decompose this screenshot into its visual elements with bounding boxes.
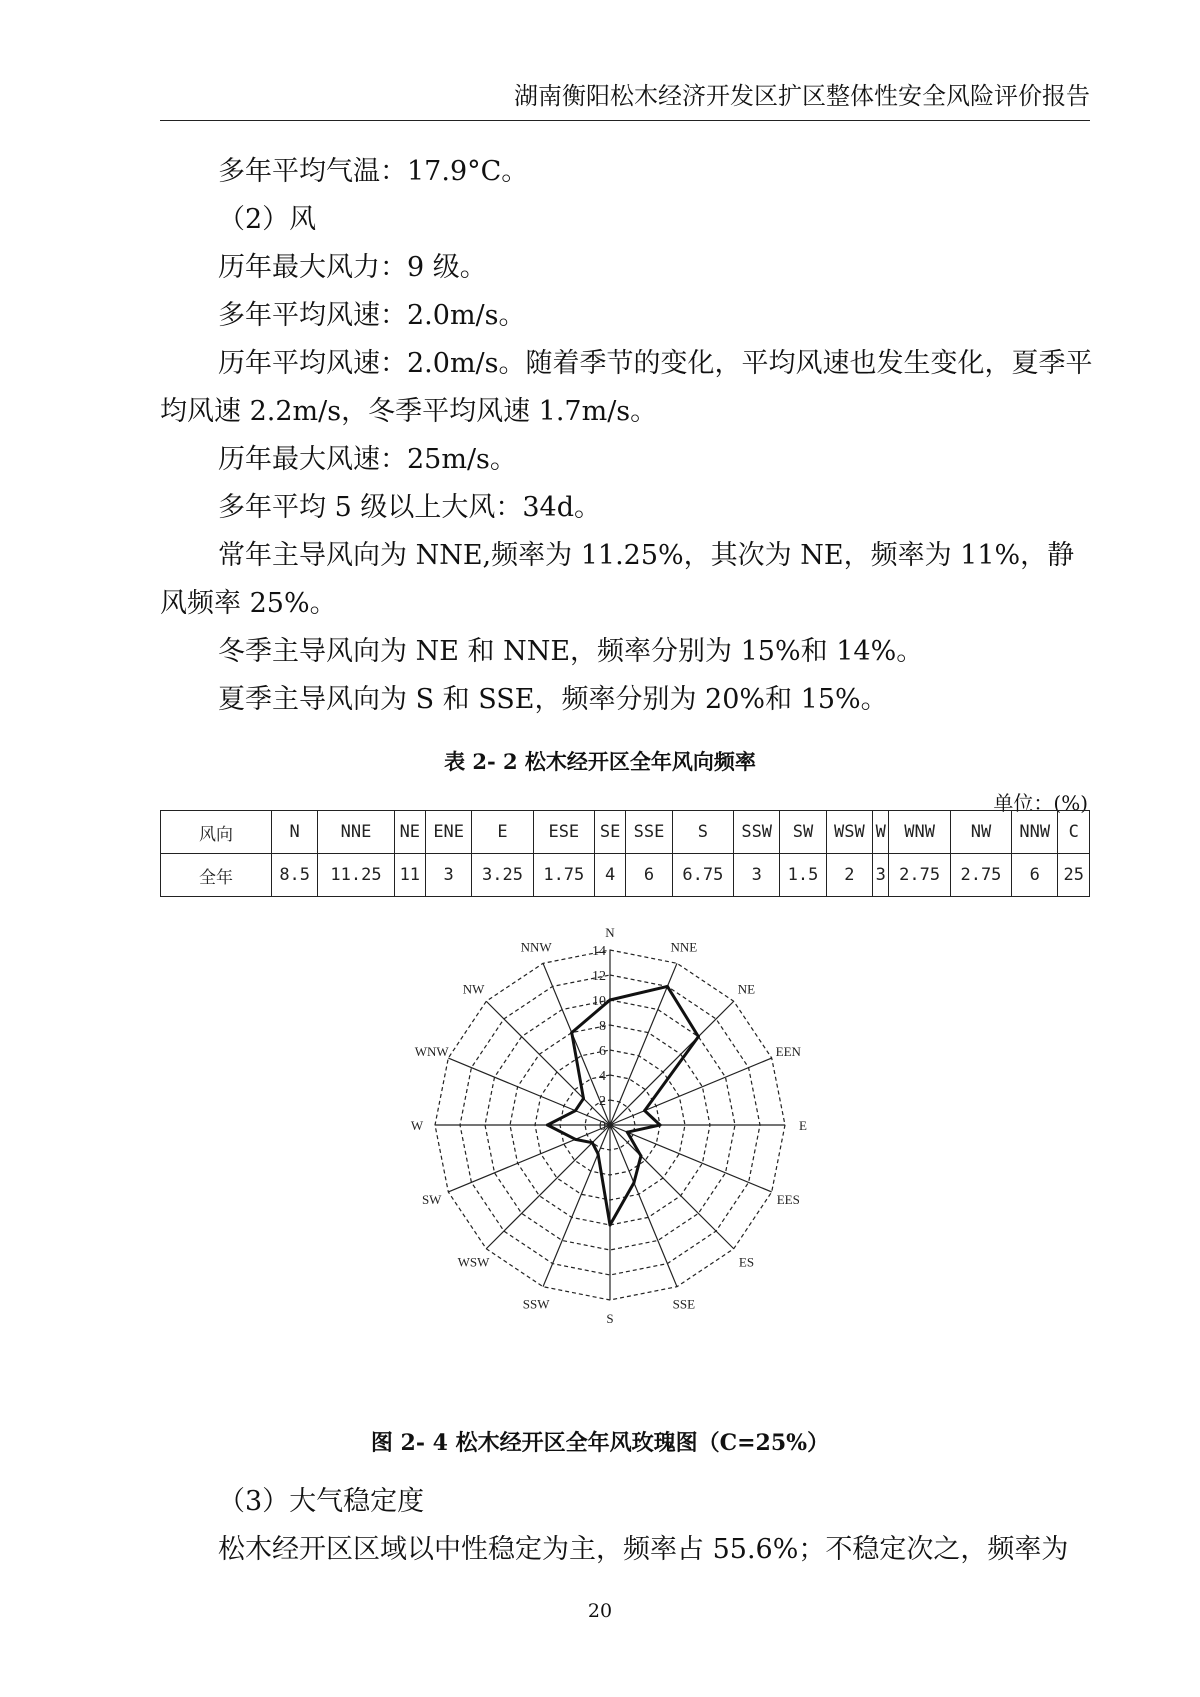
table-header-cell: NW xyxy=(950,811,1011,854)
table-cell: 2.75 xyxy=(889,854,950,897)
table-header-cell: C xyxy=(1058,811,1090,854)
radial-tick-label: 4 xyxy=(599,1069,606,1084)
paragraph: 历年最大风力：9 级。 xyxy=(218,252,487,283)
table-cell: 11.25 xyxy=(318,854,394,897)
series-point xyxy=(697,1035,700,1038)
series-point xyxy=(626,1131,629,1134)
table-header-cell: ESE xyxy=(533,811,594,854)
direction-label: N xyxy=(605,925,615,940)
table-header-cell: NNW xyxy=(1012,811,1058,854)
series-point xyxy=(597,1152,600,1155)
radial-tick-label: 2 xyxy=(599,1094,606,1109)
header-title: 湖南衡阳松木经济开发区扩区整体性安全风险评价报告 xyxy=(514,82,1090,110)
grid-spoke xyxy=(448,1058,610,1125)
direction-label: NNE xyxy=(670,939,698,955)
series-point xyxy=(609,999,612,1002)
table-header-cell: NNE xyxy=(318,811,394,854)
paragraph: 夏季主导风向为 S 和 SSE，频率分别为 20%和 15%。 xyxy=(218,684,888,715)
table-row-label: 全年 xyxy=(161,854,272,897)
paragraph: 历年最大风速：25m/s。 xyxy=(218,444,517,475)
table-cell: 3 xyxy=(426,854,472,897)
table-header-cell: ENE xyxy=(426,811,472,854)
series-point xyxy=(643,1109,646,1112)
table-unit: 单位：(%) xyxy=(993,791,1088,815)
table-header-row xyxy=(161,811,1090,854)
rose-grid xyxy=(435,950,785,1300)
series-point xyxy=(659,1124,662,1127)
table-header-cell: SSW xyxy=(734,811,780,854)
direction-label: ES xyxy=(738,1254,755,1270)
grid-spoke xyxy=(610,1125,734,1249)
paragraph: （2）风 xyxy=(218,204,317,235)
direction-label: SSE xyxy=(672,1296,696,1312)
paragraph: 历年平均风速：2.0m/s。随着季节的变化，平均风速也发生变化，夏季平均风速 2.2m/s，冬季平均风速 1.7m/s。 xyxy=(160,348,1093,427)
table-row xyxy=(161,854,1090,897)
table-cell: 25 xyxy=(1058,854,1090,897)
table-header-cell: E xyxy=(472,811,533,854)
direction-label: SW xyxy=(421,1191,442,1207)
paragraph: 冬季主导风向为 NE 和 NNE，频率分别为 15%和 14%。 xyxy=(218,636,924,667)
grid-spoke xyxy=(610,1001,734,1125)
series-point xyxy=(582,1097,585,1100)
series-point xyxy=(546,1124,549,1127)
direction-label: SSW xyxy=(522,1296,550,1312)
table-header-cell: N xyxy=(272,811,318,854)
direction-label: W xyxy=(410,1118,424,1133)
paragraph: 多年平均风速：2.0m/s。 xyxy=(218,300,526,331)
table-header-cell: SSE xyxy=(626,811,672,854)
series-point xyxy=(574,1109,577,1112)
series-point xyxy=(639,1154,642,1157)
radial-tick-label: 14 xyxy=(592,944,606,959)
table-caption: 表 2- 2 松木经开区全年风向频率 xyxy=(444,749,756,774)
paragraph: （3）大气稳定度 xyxy=(218,1486,425,1517)
table-cell: 2 xyxy=(826,854,872,897)
series-point xyxy=(666,985,669,988)
series-point xyxy=(591,1141,594,1144)
series-point xyxy=(574,1138,577,1141)
table-cell: 4 xyxy=(594,854,625,897)
table-header-cell: SW xyxy=(780,811,826,854)
table-header-cell: S xyxy=(672,811,733,854)
direction-label: EEN xyxy=(775,1044,801,1060)
radial-tick-label: 8 xyxy=(599,1019,606,1034)
figure-caption: 图 2- 4 松木经开区全年风玫瑰图（C=25%） xyxy=(370,1430,830,1456)
table-header-label: 风向 xyxy=(161,811,272,854)
paragraph: 松木经开区区域以中性稳定为主，频率占 55.6%；不稳定次之，频率为 xyxy=(218,1534,1069,1565)
radial-tick-label: 10 xyxy=(592,994,606,1009)
radial-tick-label: 6 xyxy=(599,1044,606,1059)
table-header-cell: WNW xyxy=(889,811,950,854)
table-cell: 1.75 xyxy=(533,854,594,897)
table-header-cell: WSW xyxy=(826,811,872,854)
grid-spoke xyxy=(448,1125,610,1192)
grid-spoke xyxy=(543,1125,610,1287)
page-header xyxy=(160,78,1090,121)
series-point xyxy=(570,1031,573,1034)
paragraph: 常年主导风向为 NNE,频率为 11.25%，其次为 NE，频率为 11%，静风频率 25%。 xyxy=(160,540,1075,619)
direction-label: NW xyxy=(462,981,485,997)
rose-tick-labels xyxy=(592,944,606,1134)
table-cell: 6 xyxy=(1012,854,1058,897)
paragraph: 多年平均 5 级以上大风：34d。 xyxy=(218,492,601,523)
direction-label: WNW xyxy=(414,1044,449,1060)
direction-label: WSW xyxy=(457,1254,490,1270)
direction-label: EES xyxy=(776,1191,800,1207)
direction-label: NE xyxy=(737,981,756,997)
direction-label: E xyxy=(799,1118,807,1133)
series-point xyxy=(609,1224,612,1227)
direction-label: S xyxy=(606,1311,614,1326)
table-cell: 2.75 xyxy=(950,854,1011,897)
wind-rose-chart xyxy=(395,925,815,1326)
series-point xyxy=(632,1181,635,1184)
table-cell: 3 xyxy=(734,854,780,897)
table-cell: 6 xyxy=(626,854,672,897)
table-cell: 8.5 xyxy=(272,854,318,897)
grid-spoke xyxy=(610,1058,772,1125)
radial-tick-label: 12 xyxy=(592,969,606,984)
table-cell: 6.75 xyxy=(672,854,733,897)
radial-tick-label: 0 xyxy=(599,1119,606,1134)
table-cell: 11 xyxy=(394,854,425,897)
table-cell: 3 xyxy=(873,854,889,897)
direction-label: NNW xyxy=(520,939,552,955)
grid-spoke xyxy=(486,1001,610,1125)
wind-frequency-table xyxy=(160,810,1090,897)
table-header-cell: NE xyxy=(394,811,425,854)
table-cell: 1.5 xyxy=(780,854,826,897)
paragraph: 多年平均气温：17.9°C。 xyxy=(218,156,529,187)
page-number: 20 xyxy=(587,1600,613,1622)
table-header-cell: W xyxy=(873,811,889,854)
rose-series xyxy=(546,985,700,1227)
table-header-cell: SE xyxy=(594,811,625,854)
table-cell: 3.25 xyxy=(472,854,533,897)
